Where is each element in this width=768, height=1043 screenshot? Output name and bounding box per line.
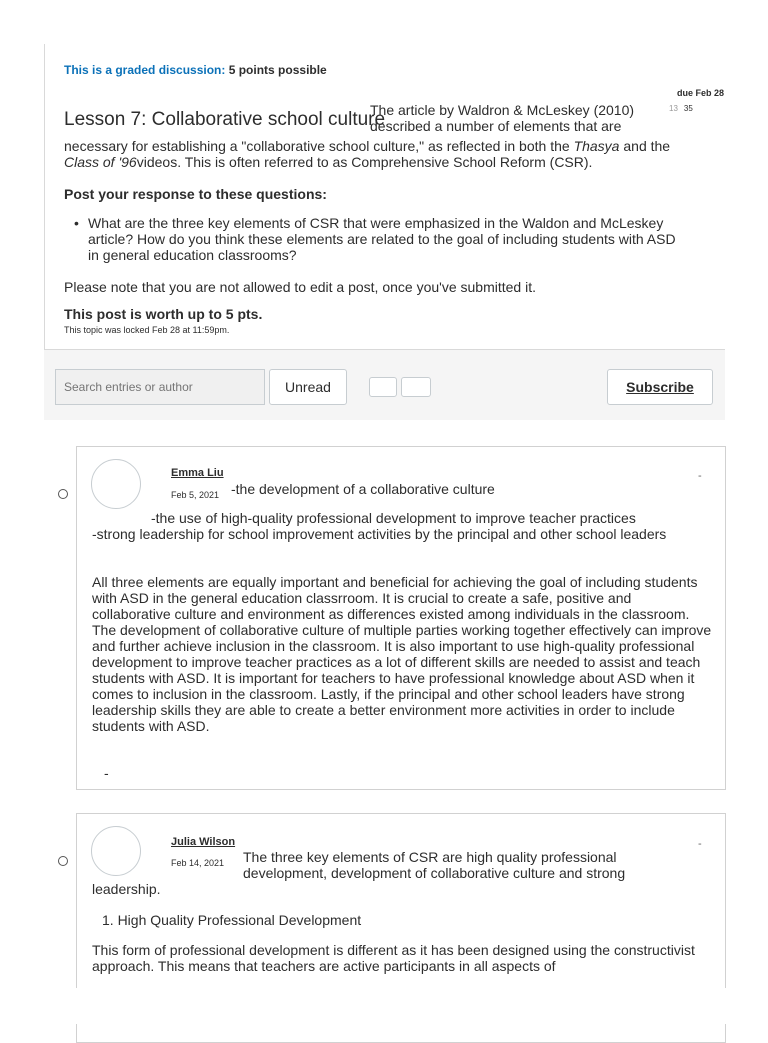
- page-bottom-mask: [0, 988, 768, 1024]
- graded-label: This is a graded discussion:: [64, 63, 226, 77]
- total-count: 35: [683, 104, 693, 113]
- entry-trailing-dash: -: [104, 765, 109, 781]
- entry-select-radio[interactable]: [58, 489, 68, 499]
- intro-text-2: necessary for establishing a "collaborative school culture," as reflected in both the: [64, 138, 574, 154]
- entry-body: This form of professional development is different as it has been designed using the constructivist approach. This means that teachers are active participants in all aspects of: [92, 942, 695, 974]
- bullet-icon: •: [74, 215, 79, 231]
- topic-intro-start: [370, 102, 670, 134]
- entry-date: Feb 14, 2021: [171, 858, 225, 868]
- topic-title: Lesson 7: Collaborative school culture: [64, 109, 386, 130]
- author-name[interactable]: Julia Wilson: [171, 836, 236, 848]
- entry-line: -the use of high-quality professional development to improve teacher practices: [151, 510, 636, 526]
- author-name[interactable]: Emma Liu: [171, 467, 224, 479]
- entry-date: Feb 5, 2021: [171, 490, 220, 500]
- collapse-toggle-button[interactable]: [401, 377, 431, 397]
- intro-text-3: and the: [619, 138, 671, 154]
- video-title-thasya: Thasya: [573, 138, 620, 154]
- reply-counts: [669, 104, 693, 113]
- intro-text-4: videos. This is often referred to as Comprehensive School Reform (CSR).: [136, 154, 593, 170]
- entry-line: leadership.: [92, 881, 161, 897]
- entry-line: development, development of collaborative culture and strong: [243, 865, 626, 881]
- entry-line: -the development of a collaborative culture: [231, 481, 495, 497]
- entry-menu[interactable]: -: [698, 470, 702, 482]
- unread-filter-button[interactable]: Unread: [269, 369, 347, 405]
- entry-line: -strong leadership for school improvement activities by the principal and other school leaders: [92, 526, 667, 542]
- expand-toggle-button[interactable]: [369, 377, 397, 397]
- entry-body: All three elements are equally important and beneficial for achieving the goal of including students with ASD in the general education classrroom. It is crucial to create a safe, positive and collaborative culture and environment as differences existed among individuals in the classroom. The development of collaborative culture of multiple parties working together effectively can improve and further achieve inclusion in the classroom. It is also important to use high-quality professional development to improve teacher practices as a lot of different skills are needed to assist and teach students with ASD. It is important for teachers to have professional knowledge about ASD when it comes to inclusion in the classroom. Lastly, if the principal and other school leaders have strong leadership skills they are able to create a better environment more activities in order to include students with ASD.: [92, 574, 712, 734]
- entry-menu[interactable]: -: [698, 838, 702, 850]
- locked-notice: This topic was locked Feb 28 at 11:59pm.: [64, 325, 230, 335]
- avatar[interactable]: [91, 826, 141, 876]
- list-item: 1. High Quality Professional Development: [102, 912, 362, 928]
- points-possible: 5 points possible: [228, 63, 327, 77]
- entry-line: The three key elements of CSR are high quality professional: [243, 849, 617, 865]
- intro-text-1: The article by Waldron & McLeskey (2010) described a number of elements that are: [370, 102, 635, 134]
- topic-intro-rest: [64, 138, 704, 170]
- prompt-heading: Post your response to these questions:: [64, 186, 327, 202]
- search-input[interactable]: [55, 369, 265, 405]
- edit-note: Please note that you are not allowed to edit a post, once you've submitted it.: [64, 279, 536, 295]
- graded-discussion-banner: [64, 63, 327, 77]
- due-date: due Feb 28: [677, 88, 725, 98]
- prompt-question: What are the three key elements of CSR that were emphasized in the Waldon and McLeskey article? How do you think these elements are related to the goal of including students with ASD in general education classrooms?: [88, 215, 676, 263]
- points-worth: This post is worth up to 5 pts.: [64, 306, 263, 322]
- subscribe-button[interactable]: Subscribe: [607, 369, 713, 405]
- unread-count: 13: [669, 104, 678, 113]
- entry-select-radio[interactable]: [58, 856, 68, 866]
- avatar[interactable]: [91, 459, 141, 509]
- video-title-class96: Class of '96: [64, 154, 137, 170]
